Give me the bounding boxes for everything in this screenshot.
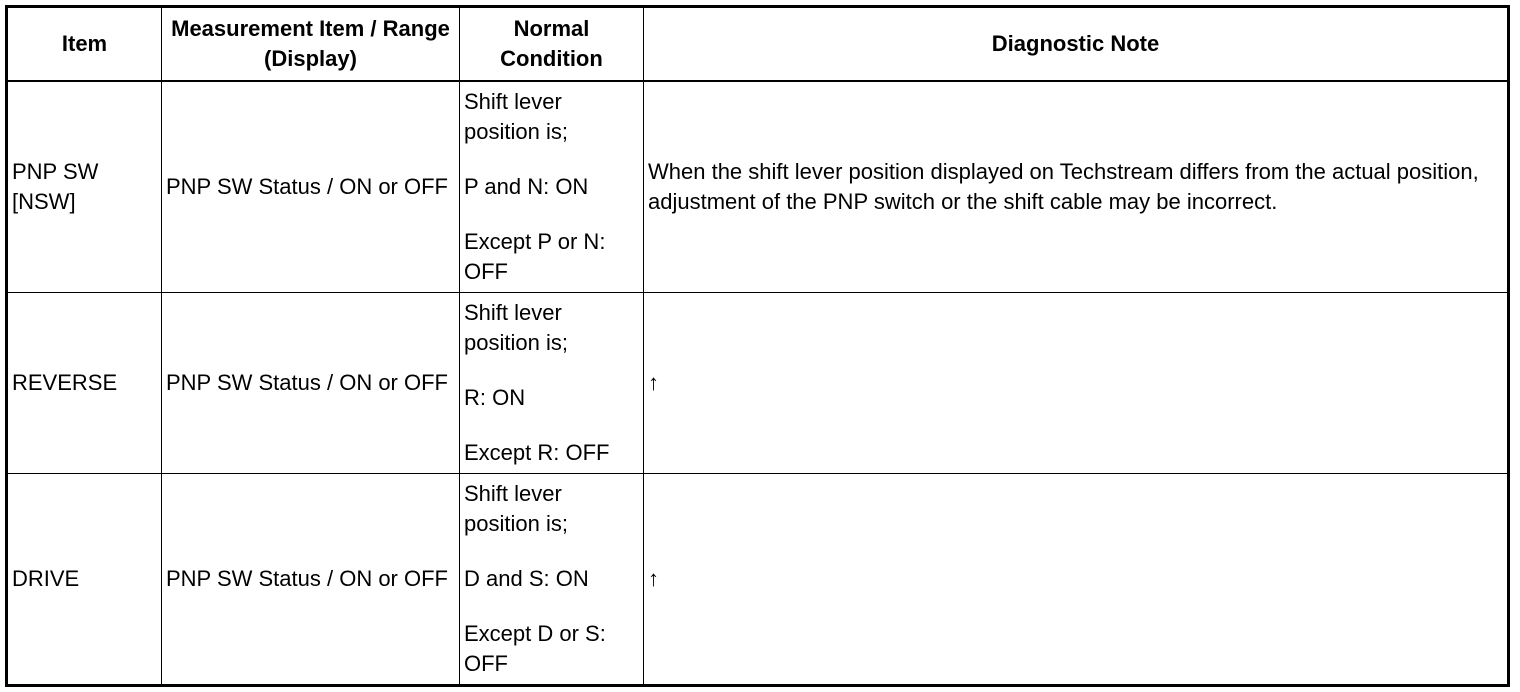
table-header-row xyxy=(7,7,1509,82)
normal-condition-off: Except D or S: OFF xyxy=(464,621,606,676)
normal-condition-on: D and S: ON xyxy=(464,566,589,591)
table-row xyxy=(7,293,1509,474)
item-cell: DRIVE xyxy=(7,474,162,686)
item-cell: REVERSE xyxy=(7,293,162,474)
header-item: Item xyxy=(7,7,162,82)
diagnostic-table xyxy=(5,5,1510,687)
normal-condition-cell xyxy=(460,293,644,474)
diagnostic-note-cell: ↑ xyxy=(644,474,1509,686)
measurement-cell: PNP SW Status / ON or OFF xyxy=(162,293,460,474)
normal-condition-cell xyxy=(460,474,644,686)
normal-condition-cell xyxy=(460,81,644,293)
diagnostic-note-cell: ↑ xyxy=(644,293,1509,474)
normal-condition-intro: Shift lever position is; xyxy=(464,89,568,144)
table-row xyxy=(7,474,1509,686)
normal-condition-off: Except P or N: OFF xyxy=(464,229,606,284)
normal-condition-on: R: ON xyxy=(464,385,526,410)
normal-condition-intro: Shift lever position is; xyxy=(464,300,568,355)
header-measurement: Measurement Item / Range (Display) xyxy=(162,7,460,82)
normal-condition-intro: Shift lever position is; xyxy=(464,481,568,536)
table-row xyxy=(7,81,1509,293)
measurement-cell: PNP SW Status / ON or OFF xyxy=(162,474,460,686)
normal-condition-off: Except R: OFF xyxy=(464,440,610,465)
measurement-cell: PNP SW Status / ON or OFF xyxy=(162,81,460,293)
header-diagnostic-note: Diagnostic Note xyxy=(644,7,1509,82)
header-normal-condition: Normal Condition xyxy=(460,7,644,82)
normal-condition-on: P and N: ON xyxy=(464,174,589,199)
diagnostic-note-cell: When the shift lever position displayed on Techstream differs from the actual position, adjustment of the PNP switch or the shift cable may be incorrect. xyxy=(644,81,1509,293)
item-cell: PNP SW [NSW] xyxy=(7,81,162,293)
